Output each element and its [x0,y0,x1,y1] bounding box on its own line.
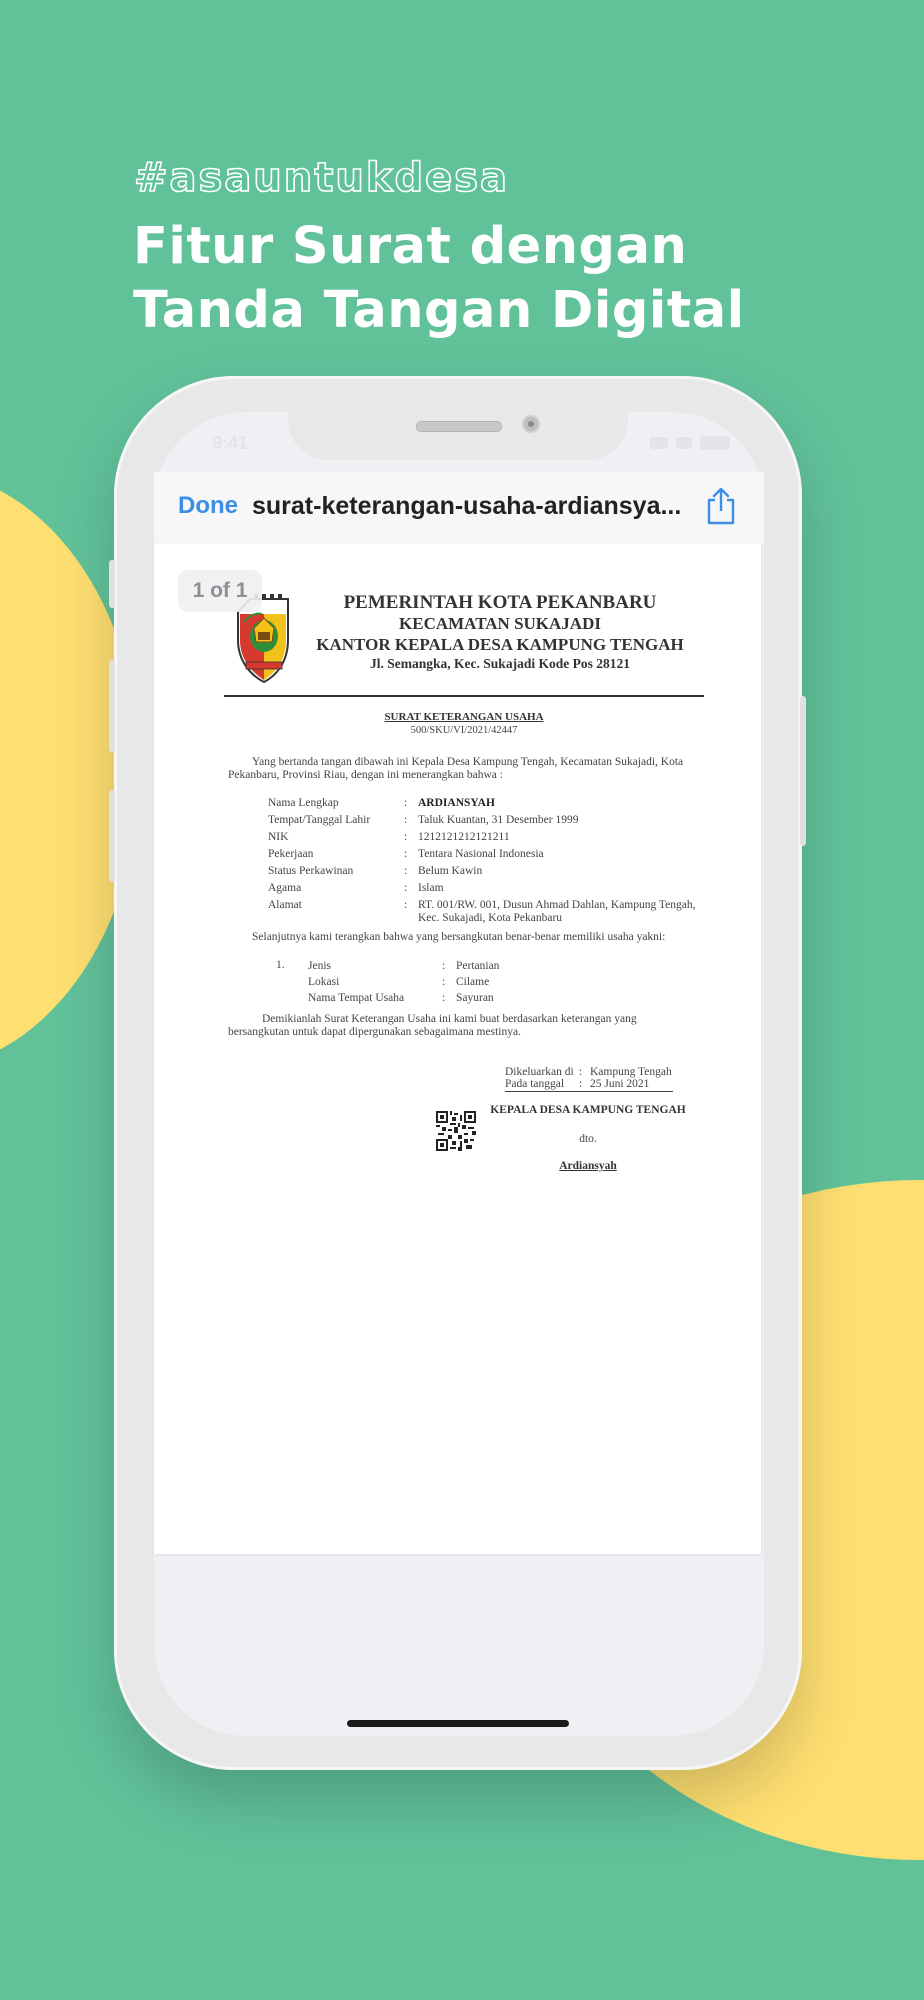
headline-line-1: Fitur Surat dengan [133,217,688,276]
status-time: 9:41 [212,433,249,453]
business-value: Cilame [456,976,490,988]
hashtag-text: #asauntukdesa [134,155,510,201]
field-value-line-2: Kec. Sukajadi, Kota Pekanbaru [418,912,563,924]
date-label: Pada tanggal [505,1078,565,1090]
continuation-text: Selanjutnya kami terangkan bahwa yang bersangkutan benar-benar memiliki usaha yakni: [252,931,666,943]
front-camera [522,415,540,433]
field-label: Agama [268,882,302,894]
business-separator: : [442,992,446,1004]
intro-line-1: Yang bertanda tangan dibawah ini Kepala Desa Kampung Tengah, Kecamatan Sukajadi, Kota [252,756,684,768]
field-separator: : [404,831,408,843]
power-button [800,696,806,846]
date-underline [505,1091,673,1092]
field-value: Tentara Nasional Indonesia [418,848,544,860]
business-value: Sayuran [456,992,494,1004]
home-indicator[interactable] [347,1720,569,1727]
issued-at-value: Kampung Tengah [590,1066,672,1078]
business-separator: : [442,976,446,988]
done-button[interactable]: Done [178,492,238,519]
mute-switch [109,560,115,608]
field-value: Belum Kawin [418,865,483,877]
business-label: Lokasi [308,976,340,988]
signer-title: KEPALA DESA KAMPUNG TENGAH [490,1104,686,1116]
document-filename: surat-keterangan-usaha-ardiansya... [252,492,682,520]
signed-note: dto. [579,1133,597,1145]
field-value: ARDIANSYAH [418,797,495,809]
date-value: 25 Juni 2021 [590,1078,650,1090]
closing-line-2: bersangkutan untuk dapat dipergunakan sebagaimana mestinya. [228,1026,521,1038]
field-separator: : [404,814,408,826]
speaker-grille [416,421,502,432]
business-separator: : [442,960,446,972]
wifi-icon [676,437,692,449]
signer-name: Ardiansyah [559,1160,617,1172]
date-separator: : [579,1078,583,1090]
status-icons [650,436,730,450]
letterhead-line-3: KANTOR KEPALA DESA KAMPUNG TENGAH [316,635,684,654]
document-title: SURAT KETERANGAN USAHA [384,711,544,723]
volume-up-button [109,660,115,752]
field-separator: : [404,797,408,809]
intro-line-2: Pekanbaru, Provinsi Riau, dengan ini menerangkan bahwa : [228,769,503,781]
battery-icon [700,436,730,450]
field-separator: : [404,865,408,877]
field-separator: : [404,848,408,860]
qr-code-signature [436,1111,476,1151]
issued-at-separator: : [579,1066,583,1078]
business-value: Pertanian [456,960,500,972]
page-indicator: 1 of 1 [178,570,262,612]
volume-down-button [109,790,115,882]
document-number: 500/SKU/VI/2021/42447 [410,725,518,736]
field-label: NIK [268,831,289,843]
field-value: Islam [418,882,444,894]
signal-icon [650,437,668,449]
share-icon[interactable] [704,486,738,526]
field-label: Alamat [268,899,302,911]
field-separator: : [404,899,408,911]
phone-notch [288,412,628,460]
field-value: 1212121212121211 [418,831,510,843]
field-label: Pekerjaan [268,848,314,860]
field-separator: : [404,882,408,894]
field-label: Tempat/Tanggal Lahir [268,814,371,826]
business-label: Jenis [308,960,331,972]
field-value: Taluk Kuantan, 31 Desember 1999 [418,814,579,826]
letterhead-rule [224,695,704,697]
field-label: Status Perkawinan [268,865,354,877]
business-label: Nama Tempat Usaha [308,992,405,1004]
closing-line-1: Demikianlah Surat Keterangan Usaha ini kami buat berdasarkan keterangan yang [262,1013,637,1025]
issued-at-label: Dikeluarkan di [505,1066,574,1078]
field-label: Nama Lengkap [268,797,339,809]
letterhead-line-2: KECAMATAN SUKAJADI [399,614,601,633]
letterhead-address: Jl. Semangka, Kec. Sukajadi Kode Pos 28121 [370,656,630,671]
business-item-number: 1. [276,959,285,971]
headline-line-2: Tanda Tangan Digital [133,281,745,340]
letterhead-line-1: PEMERINTAH KOTA PEKANBARU [343,592,657,613]
field-value: RT. 001/RW. 001, Dusun Ahmad Dahlan, Kampung Tengah, [418,899,696,911]
promo-headline [133,215,745,343]
